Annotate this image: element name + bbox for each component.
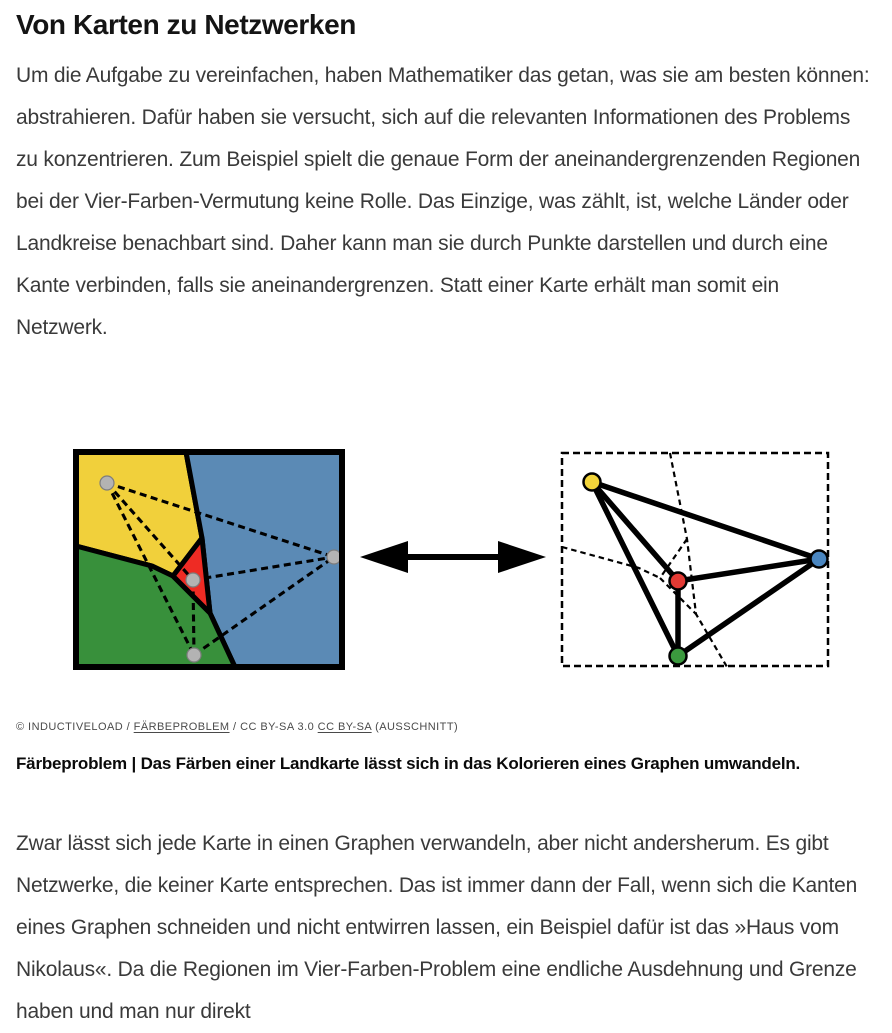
- credit-link-cc-by-sa[interactable]: CC BY-SA: [317, 721, 372, 733]
- figure-caption: [16, 753, 876, 775]
- article-heading: Von Karten zu Netzwerken: [16, 9, 356, 40]
- map-dot-yellow-region: [100, 476, 114, 490]
- map-image[interactable]: [73, 449, 345, 670]
- credit-suffix: (AUSSCHNITT): [371, 721, 459, 733]
- graph-svg: [560, 451, 830, 668]
- article-paragraph-1: Um die Aufgabe zu vereinfachen, haben Mathematiker das getan, was sie am besten können: abstrahieren. Dafür haben sie versucht, sich auf die relevanten Informationen des Problems zu konzentrieren. Zum Beispiel spielt die genaue Form der aneinandergrenzenden Regionen bei der Vier-Farben-Vermutung keine Rolle. Das Einzige, was zählt, ist, welche Länder oder Landkreise benachbart sind. Daher kann man sie durch Punkte darstellen und durch eine Kante verbinden, falls sie aneinandergrenzen. Statt einer Karte erhält man somit ein Netzwerk.: [16, 64, 870, 339]
- map-dot-blue-region: [327, 550, 341, 564]
- figure-map-to-graph: [73, 449, 830, 670]
- caption-separator: |: [126, 754, 141, 773]
- image-credit: [16, 720, 876, 734]
- caption-text: Das Färben einer Landkarte lässt sich in das Kolorieren eines Graphen umwandeln.: [140, 754, 801, 773]
- graph-image[interactable]: [560, 451, 830, 668]
- graph-node-blue: [811, 551, 828, 568]
- credit-middle: / CC BY-SA 3.0: [229, 721, 318, 733]
- graph-node-green: [670, 648, 687, 665]
- colored-map-svg: [73, 449, 345, 670]
- map-dot-red-region: [186, 573, 200, 587]
- credit-link-faerbeproblem[interactable]: FÄRBEPROBLEM: [133, 721, 230, 733]
- map-dot-green-region: [187, 648, 201, 662]
- graph-node-yellow: [584, 474, 601, 491]
- caption-title: Färbeproblem: [16, 754, 127, 773]
- article-paragraph-2: Zwar lässt sich jede Karte in einen Graphen verwandeln, aber nicht andersherum. Es gibt Netzwerke, die keiner Karte entsprechen. Das ist immer dann der Fall, wenn sich die Kanten eines Graphen schneiden und nicht entwirren lassen, ein Beispiel dafür ist das »Haus vom Nikolaus«. Da die Regionen im Vier-Farben-Problem eine endliche Ausdehnung und Grenze haben und man nur direkt: [16, 832, 858, 1023]
- graph-node-red: [670, 573, 687, 590]
- credit-prefix: © INDUCTIVELOAD /: [16, 721, 134, 733]
- double-arrow-icon: [356, 535, 550, 584]
